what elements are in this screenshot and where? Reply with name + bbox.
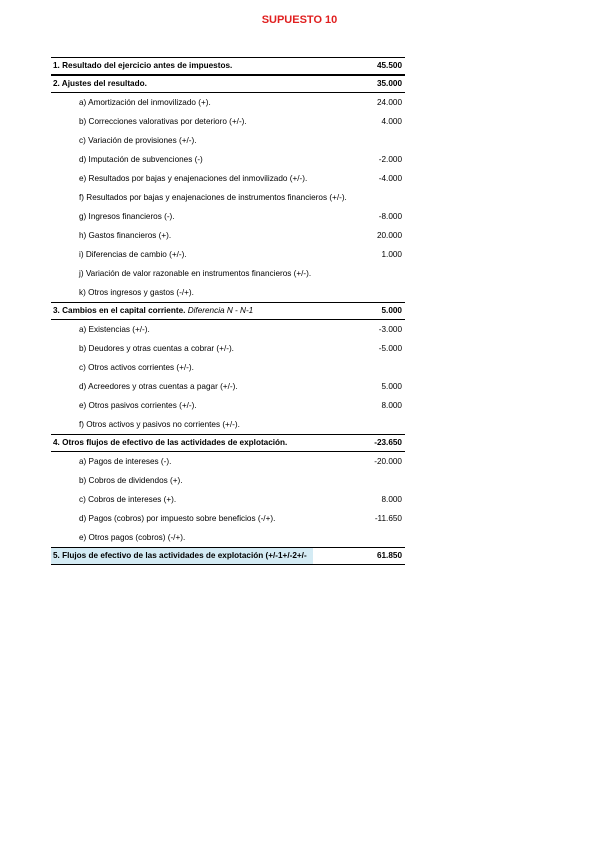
row-label: h) Gastos financieros (+). [79,231,172,240]
line-item-row [51,112,405,131]
row-label: g) Ingresos financieros (-). [79,212,175,221]
line-item-row [51,169,405,188]
row-label: d) Acreedores y otras cuentas a pagar (+/-). [79,382,238,391]
row-value: 5.000 [381,306,402,315]
row-label: c) Cobros de intereses (+). [79,495,177,504]
section-row [51,57,405,75]
line-item-row [51,150,405,169]
line-item-row [51,320,405,339]
line-item-row [51,264,405,283]
row-value: -3.000 [378,325,402,334]
row-label: a) Pagos de intereses (-). [79,457,172,466]
line-item-row [51,226,405,245]
row-label: d) Imputación de subvenciones (-) [79,155,203,164]
page-title: SUPUESTO 10 [261,14,338,26]
row-label: 5. Flujos de efectivo de las actividades de explotación (+/-1+/-2+/- [53,551,307,560]
row-label: a) Amortización del inmovilizado (+). [79,98,211,107]
row-label: k) Otros ingresos y gastos (-/+). [79,288,194,297]
section-row [51,547,405,565]
row-value: 35.000 [376,79,402,88]
line-item-row [51,245,405,264]
row-label: j) Variación de valor razonable en instrumentos financieros (+/-). [79,269,312,278]
row-value: -23.650 [374,438,402,447]
line-item-row [51,93,405,112]
line-item-row [51,339,405,358]
row-value: -2.000 [378,155,402,164]
row-label: 2. Ajustes del resultado. [53,79,147,88]
row-value: 61.850 [376,551,402,560]
row-value: 45.500 [376,61,402,70]
row-value: 8.000 [381,401,402,410]
row-value: 1.000 [381,250,402,259]
row-label: e) Resultados por bajas y enajenaciones del inmovilizado (+/-). [79,174,308,183]
line-item-row [51,396,405,415]
row-label: b) Cobros de dividendos (+). [79,476,183,485]
row-value: 5.000 [381,382,402,391]
section-row [51,75,405,93]
line-item-row [51,490,405,509]
line-item-row [51,358,405,377]
row-label: f) Resultados por bajas y enajenaciones de instrumentos financieros (+/-). [79,193,347,202]
row-value: -5.000 [378,344,402,353]
line-item-row [51,415,405,434]
row-label: e) Otros pasivos corrientes (+/-). [79,401,197,410]
row-label: d) Pagos (cobros) por impuesto sobre beneficios (-/+). [79,514,276,523]
line-item-row [51,528,405,547]
row-label: b) Correcciones valorativas por deterioro (+/-). [79,117,247,126]
row-value: -11.650 [374,514,402,523]
line-item-row [51,452,405,471]
row-value: -4.000 [378,174,402,183]
row-label: 4. Otros flujos de efectivo de las actividades de explotación. [53,438,288,447]
line-item-row [51,377,405,396]
row-label: e) Otros pagos (cobros) (-/+). [79,533,186,542]
line-item-row [51,131,405,150]
row-label: 1. Resultado del ejercicio antes de impuestos. [53,61,233,70]
row-label: i) Diferencias de cambio (+/-). [79,250,187,259]
section-row [51,434,405,452]
row-value: -8.000 [378,212,402,221]
row-label: b) Deudores y otras cuentas a cobrar (+/-). [79,344,234,353]
row-note: Diferencia N - N-1 [187,306,254,315]
line-item-row [51,188,405,207]
row-label: c) Variación de provisiones (+/-). [79,136,197,145]
row-value: 24.000 [376,98,402,107]
row-label: c) Otros activos corrientes (+/-). [79,363,194,372]
line-item-row [51,509,405,528]
line-item-row [51,207,405,226]
row-value: 8.000 [381,495,402,504]
row-value: 20.000 [376,231,402,240]
line-item-row [51,283,405,302]
cash-flow-table [51,57,405,565]
row-label: a) Existencias (+/-). [79,325,150,334]
section-row [51,302,405,320]
row-value: -20.000 [374,457,402,466]
row-label: 3. Cambios en el capital corriente. Diferencia N - N-1 [53,306,254,315]
row-label: f) Otros activos y pasivos no corrientes (+/-). [79,420,240,429]
row-value: 4.000 [381,117,402,126]
line-item-row [51,471,405,490]
